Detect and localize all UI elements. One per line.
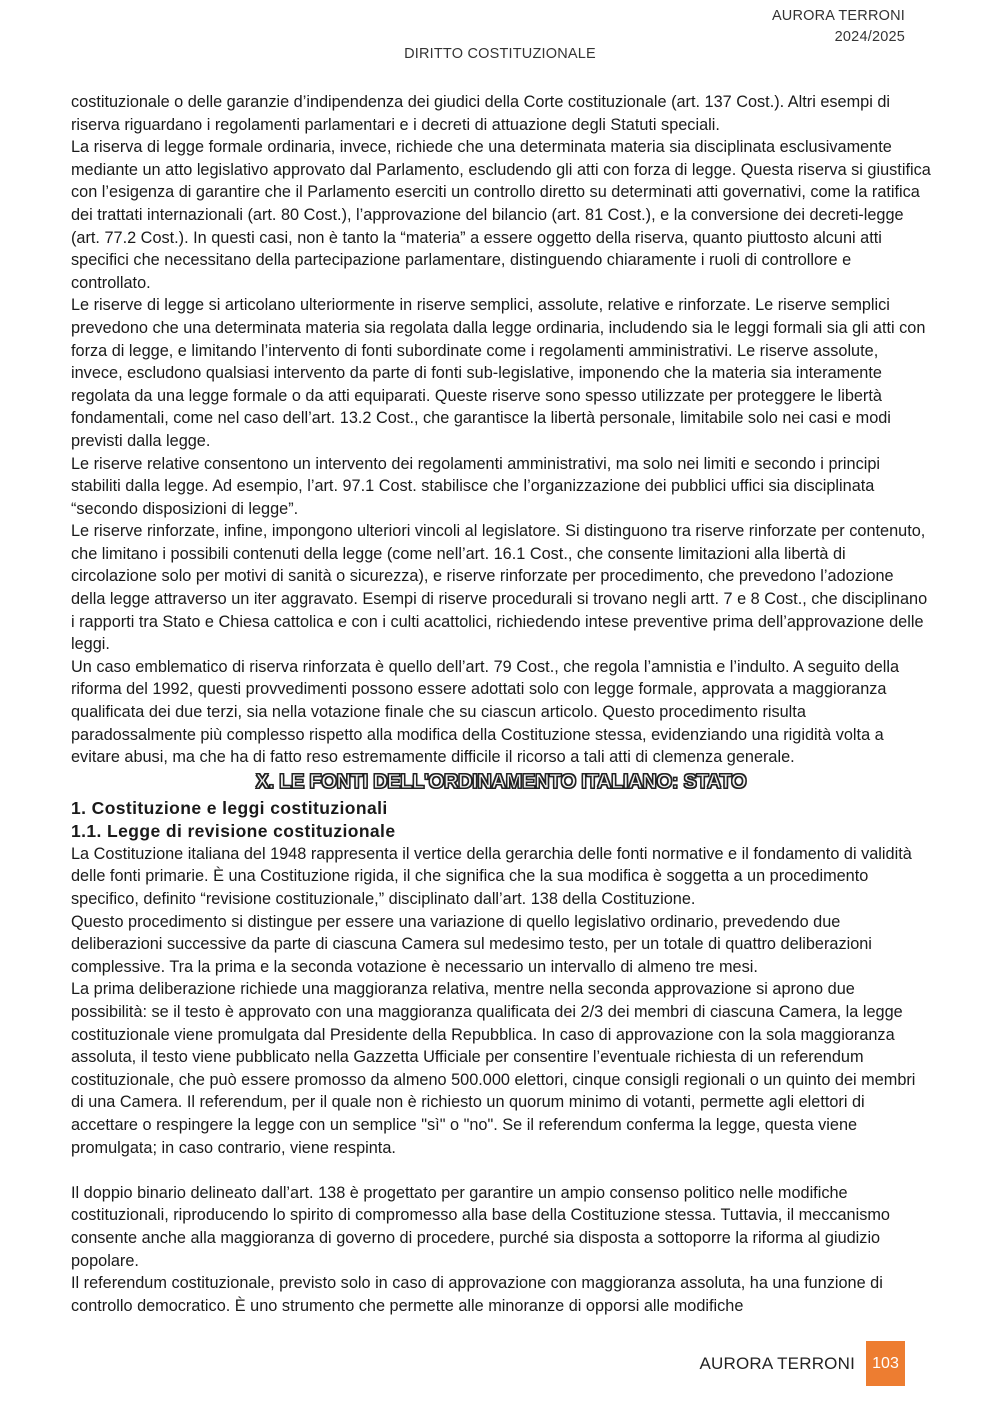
header-author: AURORA TERRONI <box>771 8 905 24</box>
footer-author: AURORA TERRONI <box>699 1354 855 1373</box>
paragraph: Il doppio binario delineato dall’art. 138 è progettato per garantire un ampio consenso politico nelle modifiche costituzionali, riproducendo lo spirito di compromesso alla base della Costituzione stessa. Tuttavia, il meccanismo consente anche alla maggioranza di governo di procedere, purché sia disposta a sottoporre la riforma al giudizio popolare. <box>71 1183 890 1270</box>
paragraph-spacer <box>71 1159 931 1182</box>
paragraph: Il referendum costituzionale, previsto solo in caso di approvazione con maggioranza assoluta, ha una funzione di controllo democratico. È uno strumento che permette alle minoranze di opporsi alle modifiche <box>71 1274 883 1315</box>
paragraph: costituzionale o delle garanzie d’indipendenza dei giudici della Corte costituzionale (art. 137 Cost.). Altri esempi di riserva riguardano i regolamenti parlamentari e i decreti di attuazione degli Statuti speciali. <box>71 93 891 134</box>
section-heading: 1. Costituzione e leggi costituzionali <box>71 797 388 818</box>
paragraph: Le riserve relative consentono un intervento dei regolamenti amministrativi, ma solo nei limiti e secondo i principi stabiliti dalla legge. Ad esempio, l’art. 97.1 Cost. stabilisce che l’organizzazione dei pubblici uffici sia disciplinata “secondo disposizioni di legge”. <box>71 454 881 518</box>
paragraph: Le riserve di legge si articolano ulteriormente in riserve semplici, assolute, relative e rinforzate. Le riserve semplici prevedono che una determinata materia sia regolata dalla legge ordinaria, includendo sia le leggi formali sia gli atti con forza di legge, e limitando l’intervento di fonti subordinate come i regolamenti amministrativi. Le riserve assolute, invece, escludono qualsiasi intervento da parte di fonti sub-legislative, imponendo che la materia sia interamente regolata da una legge formale o da atti equiparati. Queste riserve sono spesso utilizzate per proteggere le libertà fondamentali, come nel caso dell’art. 13.2 Cost., che garantisce la libertà personale, limitabile solo nei casi e modi previsti dalla legge. <box>71 296 926 450</box>
header-author-block <box>772 6 905 48</box>
page-number-badge: 103 <box>866 1341 905 1386</box>
subsection-heading: 1.1. Legge di revisione costituzionale <box>71 820 396 841</box>
paragraph: Le riserve rinforzate, infine, impongono ulteriori vincoli al legislatore. Si distinguono tra riserve rinforzate per contenuto, che limitano i possibili contenuti della legge (come nell’art. 16.1 Cost., che consente limitazioni alla libertà di circolazione solo per motivi di sanità o sicurezza), e riserve rinforzate per procedimento, che prevedono l’adozione della legge attraverso un iter aggravato. Esempi di riserve procedurali si trovano negli artt. 7 e 8 Cost., che disciplinano i rapporti tra Stato e Chiesa cattolica e con i culti acattolici, richiedendo intese preventive prima dell’approvazione delle leggi. <box>71 522 928 654</box>
paragraph: Questo procedimento si distingue per essere una variazione di quello legislativo ordinario, prevedendo due deliberazioni successive da parte di ciascuna Camera sul medesimo testo, per un totale di quattro deliberazioni complessive. Tra la prima e la seconda votazione è necessario un intervallo di almeno tre mesi. <box>71 912 872 976</box>
paragraph: Un caso emblematico di riserva rinforzata è quello dell’art. 79 Cost., che regola l’amnistia e l’indulto. A seguito della riforma del 1992, questi provvedimenti possono essere adottati solo con legge formale, approvata a maggioranza qualificata dei due terzi, sia nella votazione finale che su ciascun articolo. Questo procedimento risulta paradossalmente più complesso rispetto alla modifica della Costituzione stessa, evidenziando una rigidità volta a evitare abusi, ma che ha di fatto reso estremamente difficile il ricorso a tali atti di clemenza generale. <box>71 657 900 767</box>
page-content <box>71 91 931 1317</box>
header-subject: DIRITTO COSTITUZIONALE <box>404 46 596 62</box>
paragraph: La Costituzione italiana del 1948 rappresenta il vertice della gerarchia delle fonti normative e il fondamento di validità delle fonti primarie. È una Costituzione rigida, il che significa che la sua modifica è soggetta a un procedimento specifico, definito “revisione costituzionale,” disciplinato dall’art. 138 della Costituzione. <box>71 844 912 908</box>
chapter-title: X. LE FONTI DELL'ORDINAMENTO ITALIANO: STATO <box>255 770 747 793</box>
paragraph: La prima deliberazione richiede una maggioranza relativa, mentre nella seconda approvazione si aprono due possibilità: se il testo è approvato con una maggioranza qualificata dei 2/3 dei membri di ciascuna Camera, la legge costituzionale viene promulgata dal Presidente della Repubblica. In caso di approvazione con la sola maggioranza assoluta, il testo viene pubblicato nella Gazzetta Ufficiale per consentire l’eventuale richiesta di un referendum costituzionale, che può essere promosso da almeno 500.000 elettori, cinque consigli regionali o un quinto dei membri di una Camera. Il referendum, per il quale non è richiesto un quorum minimo di votanti, permette agli elettori di accettare o respingere la legge con un semplice "sì" o "no". Se il referendum conferma la legge, questa viene promulgata; in caso contrario, viene respinta. <box>71 980 916 1157</box>
paragraph: La riserva di legge formale ordinaria, invece, richiede che una determinata materia sia disciplinata esclusivamente mediante un atto legislativo approvato dal Parlamento, escludendo gli atti con forza di legge. Questa riserva si giustifica con l’esigenza di garantire che il Parlamento eserciti un controllo diretto su determinati atti governativi, come la ratifica dei trattati internazionali (art. 80 Cost.), l’approvazione del bilancio (art. 81 Cost.), e la conversione dei decreti-legge (art. 77.2 Cost.). In questi casi, non è tanto la “materia” a essere oggetto della riserva, quanto piuttosto alcuni atti specifici che necessitano della partecipazione parlamentare, distinguendo chiaramente i ruoli di controllore e controllato. <box>71 138 931 292</box>
header-year: 2024/2025 <box>834 29 905 45</box>
